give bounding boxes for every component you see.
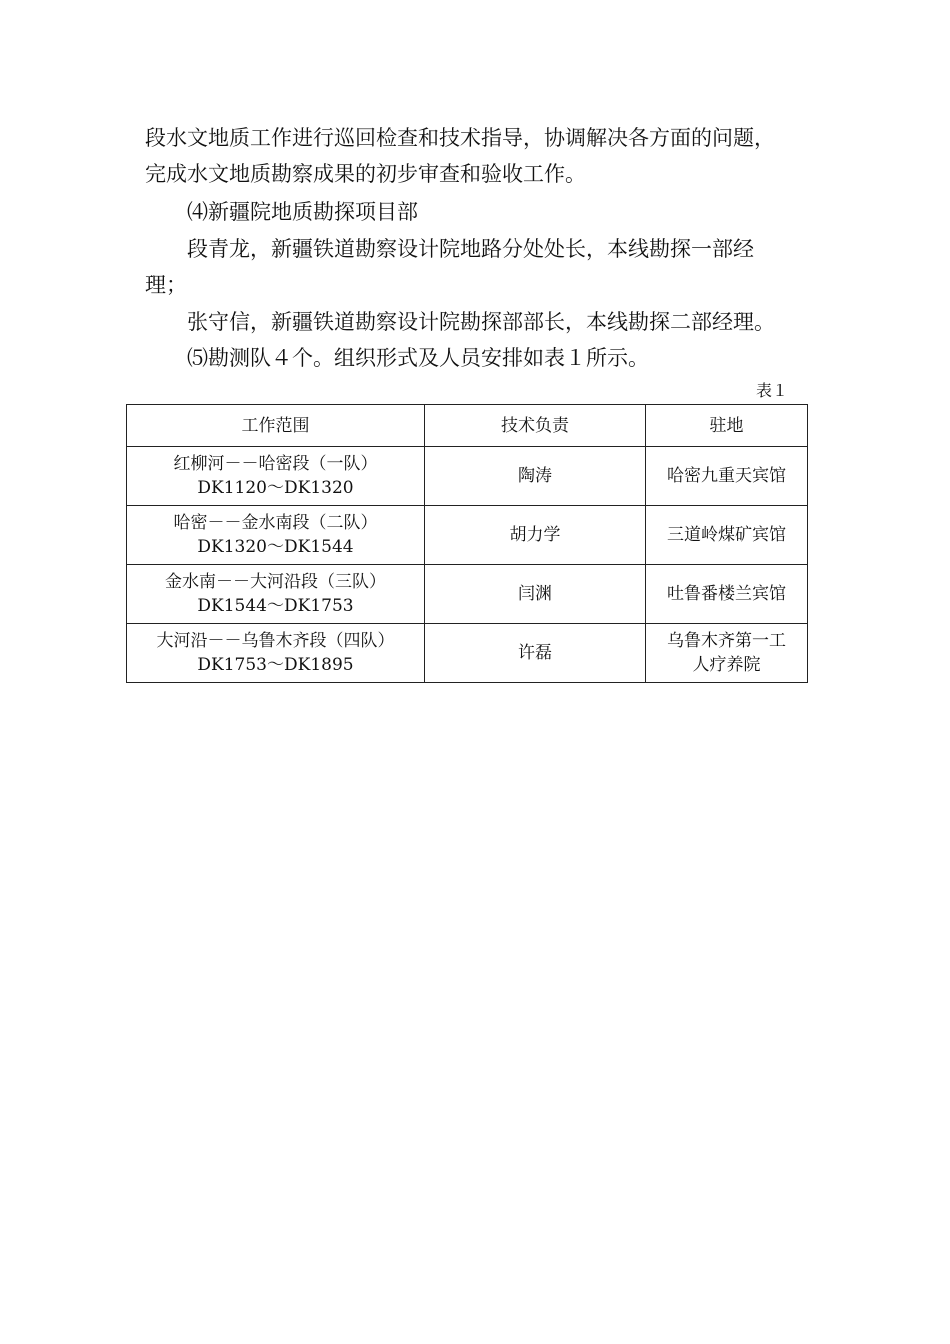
table-caption: 表１ — [755, 381, 788, 400]
section-name: 红柳河－－哈密段（一队） — [173, 454, 378, 474]
mileage-range: DK1544～DK1753 — [197, 596, 354, 616]
section-name: 哈密－－金水南段（二队） — [173, 513, 378, 533]
mileage-range: DK1120～DK1320 — [197, 478, 354, 498]
station-cell — [646, 565, 808, 624]
column-header-station: 驻地 — [646, 405, 808, 447]
work-range-cell — [127, 506, 425, 565]
table-row — [127, 624, 808, 683]
station-cell — [646, 506, 808, 565]
paragraph-line: 段青龙，新疆铁道勘察设计院地路分处处长，本线勘探一部经 — [187, 237, 754, 261]
paragraph-line: 理； — [145, 273, 187, 297]
column-header-work-range: 工作范围 — [127, 405, 425, 447]
station-line: 三道岭煤矿宾馆 — [667, 525, 786, 545]
technical-lead-cell: 许磊 — [425, 624, 646, 683]
work-range-cell — [127, 447, 425, 506]
section-name: 大河沿－－乌鲁木齐段（四队） — [156, 631, 395, 651]
paragraph-line: ⑸勘测队４个。组织形式及人员安排如表１所示。 — [187, 346, 649, 370]
table-row — [127, 565, 808, 624]
station-cell — [646, 624, 808, 683]
team-arrangement-table — [126, 404, 808, 683]
technical-lead-cell: 胡力学 — [425, 506, 646, 565]
station-line: 乌鲁木齐第一工 — [667, 631, 786, 651]
column-header-technical-lead: 技术负责 — [425, 405, 646, 447]
paragraph-line: 段水文地质工作进行巡回检查和技术指导，协调解决各方面的问题， — [145, 126, 775, 150]
station-line: 吐鲁番楼兰宾馆 — [667, 584, 786, 604]
station-line: 人疗养院 — [692, 655, 761, 675]
table-row — [127, 447, 808, 506]
work-range-cell — [127, 624, 425, 683]
mileage-range: DK1753～DK1895 — [197, 655, 354, 675]
technical-lead-cell: 闫渊 — [425, 565, 646, 624]
mileage-range: DK1320～DK1544 — [197, 537, 354, 557]
section-name: 金水南－－大河沿段（三队） — [165, 572, 386, 592]
station-cell — [646, 447, 808, 506]
paragraph-line: 完成水文地质勘察成果的初步审查和验收工作。 — [145, 162, 586, 186]
work-range-cell — [127, 565, 425, 624]
table-row — [127, 506, 808, 565]
table-header-row — [127, 405, 808, 447]
paragraph-line: 张守信，新疆铁道勘察设计院勘探部部长，本线勘探二部经理。 — [187, 310, 775, 334]
station-line: 哈密九重天宾馆 — [667, 466, 786, 486]
section-heading: ⑷新疆院地质勘探项目部 — [187, 200, 418, 224]
technical-lead-cell: 陶涛 — [425, 447, 646, 506]
